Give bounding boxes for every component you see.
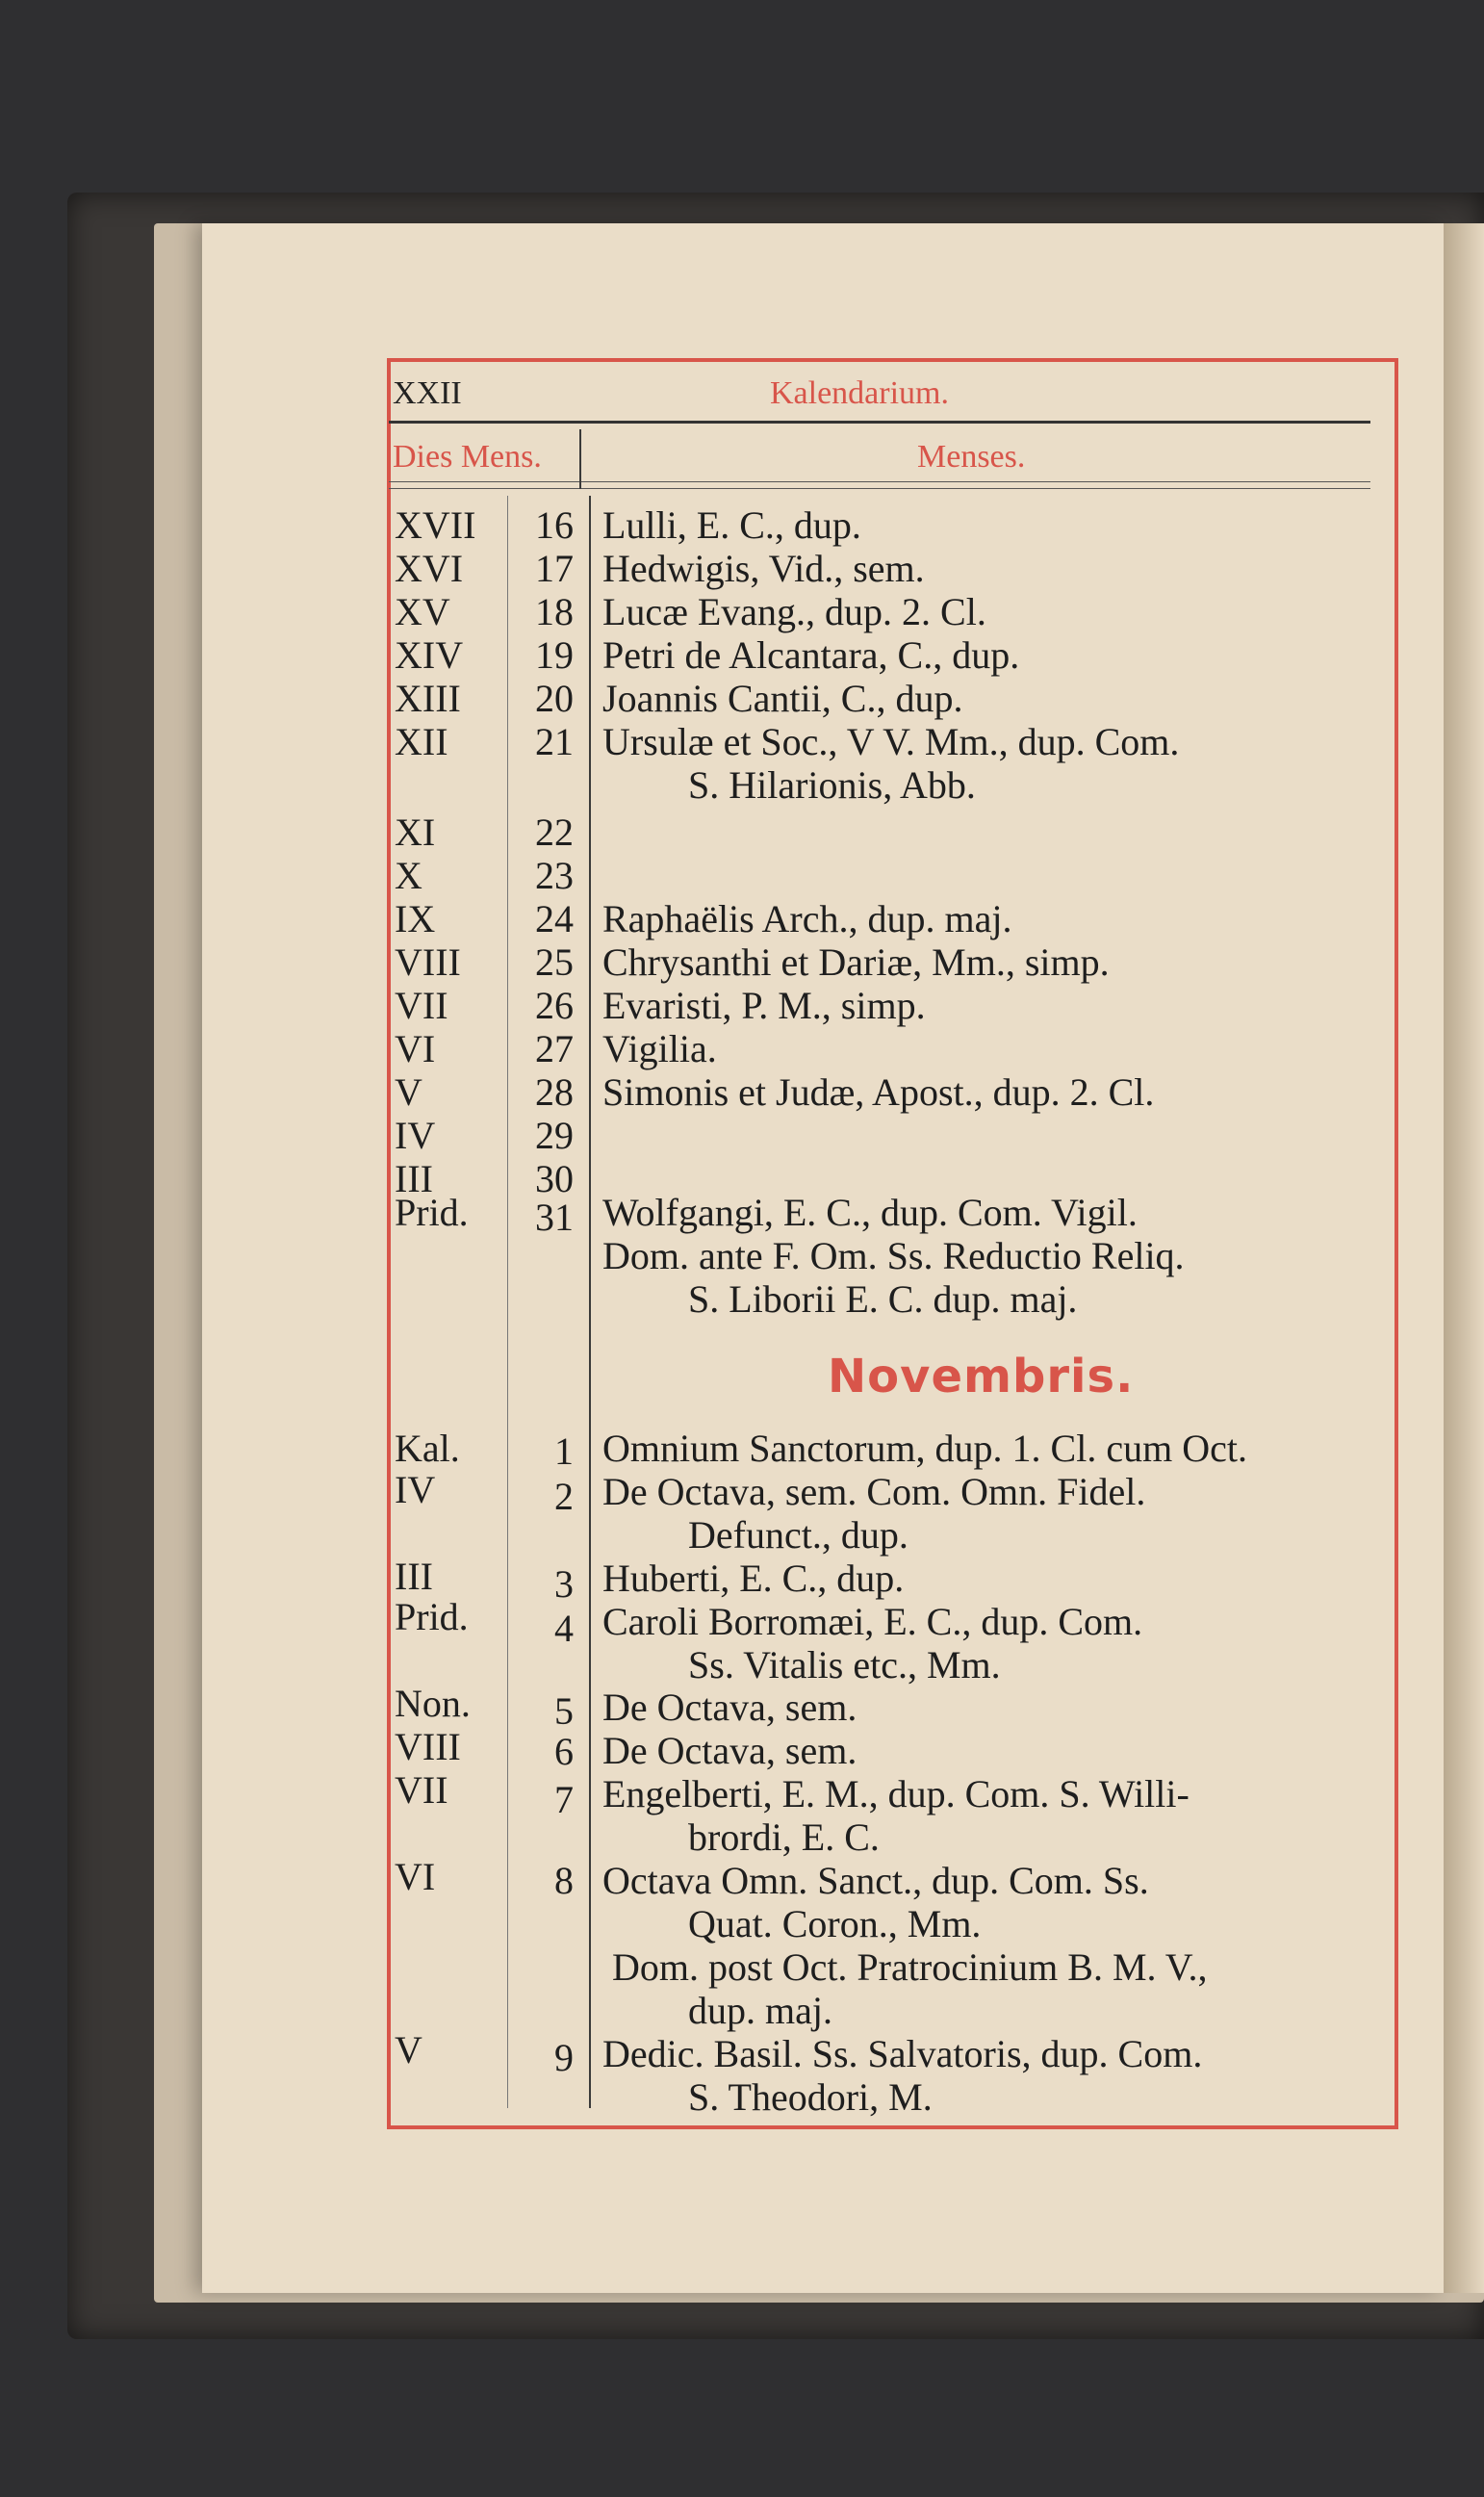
day-23: 23	[535, 854, 574, 897]
entry-18: Lucæ Evang., dup. 2. Cl.	[602, 590, 986, 633]
roman-7: VII	[395, 1768, 448, 1812]
entry-8: Octava Omn. Sanct., dup. Com. Ss.	[602, 1859, 1149, 1902]
entry-17: Hedwigis, Vid., sem.	[602, 547, 925, 590]
day-7: 7	[554, 1778, 574, 1821]
day-4: 4	[554, 1607, 574, 1650]
roman-8: VI	[395, 1855, 436, 1898]
day-26: 26	[535, 984, 574, 1027]
roman-28: V	[395, 1070, 422, 1114]
roman-23: X	[395, 854, 422, 897]
column-divider-header	[579, 429, 581, 489]
entry-19: Petri de Alcantara, C., dup.	[602, 633, 1020, 677]
entry-31: Wolfgangi, E. C., dup. Com. Vigil.	[602, 1191, 1138, 1234]
entry-8-continuation: Quat. Coron., Mm.	[688, 1902, 982, 1945]
entry-7-continuation: brordi, E. C.	[688, 1815, 880, 1859]
roman-16: XVII	[395, 503, 476, 547]
roman-31: Prid.	[395, 1191, 469, 1234]
roman-6: VIII	[395, 1725, 461, 1768]
day-8: 8	[554, 1859, 574, 1902]
roman-25: VIII	[395, 940, 461, 984]
roman-9: V	[395, 2028, 422, 2072]
entry-20: Joannis Cantii, C., dup.	[602, 677, 963, 720]
roman-27: VI	[395, 1027, 436, 1070]
entry-21-continuation: S. Hilarionis, Abb.	[688, 763, 976, 807]
day-1: 1	[554, 1429, 574, 1473]
day-22: 22	[535, 811, 574, 854]
roman-2: IV	[395, 1468, 436, 1511]
entry-9-continuation: S. Theodori, M.	[688, 2075, 933, 2119]
roman-5: Non.	[395, 1682, 471, 1725]
column-header-dies: Dies Mens.	[393, 439, 542, 475]
entry-27: Vigilia.	[602, 1027, 717, 1070]
column-header-menses: Menses.	[917, 439, 1026, 475]
running-title: Kalendarium.	[770, 375, 949, 411]
entry-7: Engelberti, E. M., dup. Com. S. Willi-	[602, 1772, 1190, 1815]
day-31: 31	[535, 1196, 574, 1239]
entry-24: Raphaëlis Arch., dup. maj.	[602, 897, 1012, 940]
day-30: 30	[535, 1157, 574, 1200]
day-19: 19	[535, 633, 574, 677]
roman-30: III	[395, 1157, 433, 1200]
roman-21: XII	[395, 720, 448, 763]
day-17: 17	[535, 547, 574, 590]
day-16: 16	[535, 503, 574, 547]
day-29: 29	[535, 1114, 574, 1157]
roman-18: XV	[395, 590, 450, 633]
roman-20: XIII	[395, 677, 461, 720]
day-18: 18	[535, 590, 574, 633]
entry-2: De Octava, sem. Com. Omn. Fidel.	[602, 1470, 1146, 1513]
column-header-rule-bottom	[389, 488, 1370, 489]
entry-31-sunday: Dom. ante F. Om. Ss. Reductio Reliq.	[602, 1234, 1185, 1277]
day-24: 24	[535, 897, 574, 940]
roman-19: XIV	[395, 633, 464, 677]
header-rule	[389, 421, 1370, 424]
column-divider-day	[589, 496, 591, 2108]
roman-17: XVI	[395, 547, 464, 590]
entry-26: Evaristi, P. M., simp.	[602, 984, 926, 1027]
day-28: 28	[535, 1070, 574, 1114]
entry-5: De Octava, sem.	[602, 1686, 857, 1729]
day-5: 5	[554, 1689, 574, 1733]
roman-26: VII	[395, 984, 448, 1027]
book-gutter	[1444, 223, 1484, 2293]
day-27: 27	[535, 1027, 574, 1070]
day-20: 20	[535, 677, 574, 720]
entry-1-feast: Omnium Sanctorum, dup. 1. Cl. cum Oct.	[602, 1427, 1247, 1470]
roman-4: Prid.	[395, 1595, 469, 1638]
day-6: 6	[554, 1730, 574, 1773]
entry-21: Ursulæ et Soc., V V. Mm., dup. Com.	[602, 720, 1180, 763]
entry-6: De Octava, sem.	[602, 1729, 857, 1772]
roman-24: IX	[395, 897, 436, 940]
day-25: 25	[535, 940, 574, 984]
day-3: 3	[554, 1562, 574, 1606]
day-2: 2	[554, 1475, 574, 1518]
page-number: XXII	[393, 375, 462, 411]
entry-4: Caroli Borromæi, E. C., dup. Com.	[602, 1600, 1143, 1643]
entry-2-continuation: Defunct., dup.	[688, 1513, 908, 1557]
roman-3: III	[395, 1555, 433, 1598]
entry-28-feast: Simonis et Judæ, Apost., dup. 2. Cl.	[602, 1070, 1155, 1114]
entry-4-continuation: Ss. Vitalis etc., Mm.	[688, 1643, 1001, 1686]
entry-9: Dedic. Basil. Ss. Salvatoris, dup. Com.	[602, 2032, 1203, 2075]
roman-1: Kal.	[395, 1427, 460, 1470]
entry-8-sunday-continuation: dup. maj.	[688, 1989, 832, 2032]
column-header-rule-top	[389, 481, 1370, 482]
day-9: 9	[554, 2036, 574, 2079]
section-title-novembris: Novembris.	[828, 1350, 1135, 1403]
entry-3: Huberti, E. C., dup.	[602, 1557, 905, 1600]
entry-25: Chrysanthi et Dariæ, Mm., simp.	[602, 940, 1110, 984]
day-21: 21	[535, 720, 574, 763]
entry-16: Lulli, E. C., dup.	[602, 503, 861, 547]
entry-31-sunday-continuation: S. Liborii E. C. dup. maj.	[688, 1277, 1078, 1321]
roman-29: IV	[395, 1114, 436, 1157]
roman-22: XI	[395, 811, 436, 854]
entry-8-sunday: Dom. post Oct. Pratrocinium B. M. V.,	[612, 1945, 1208, 1989]
